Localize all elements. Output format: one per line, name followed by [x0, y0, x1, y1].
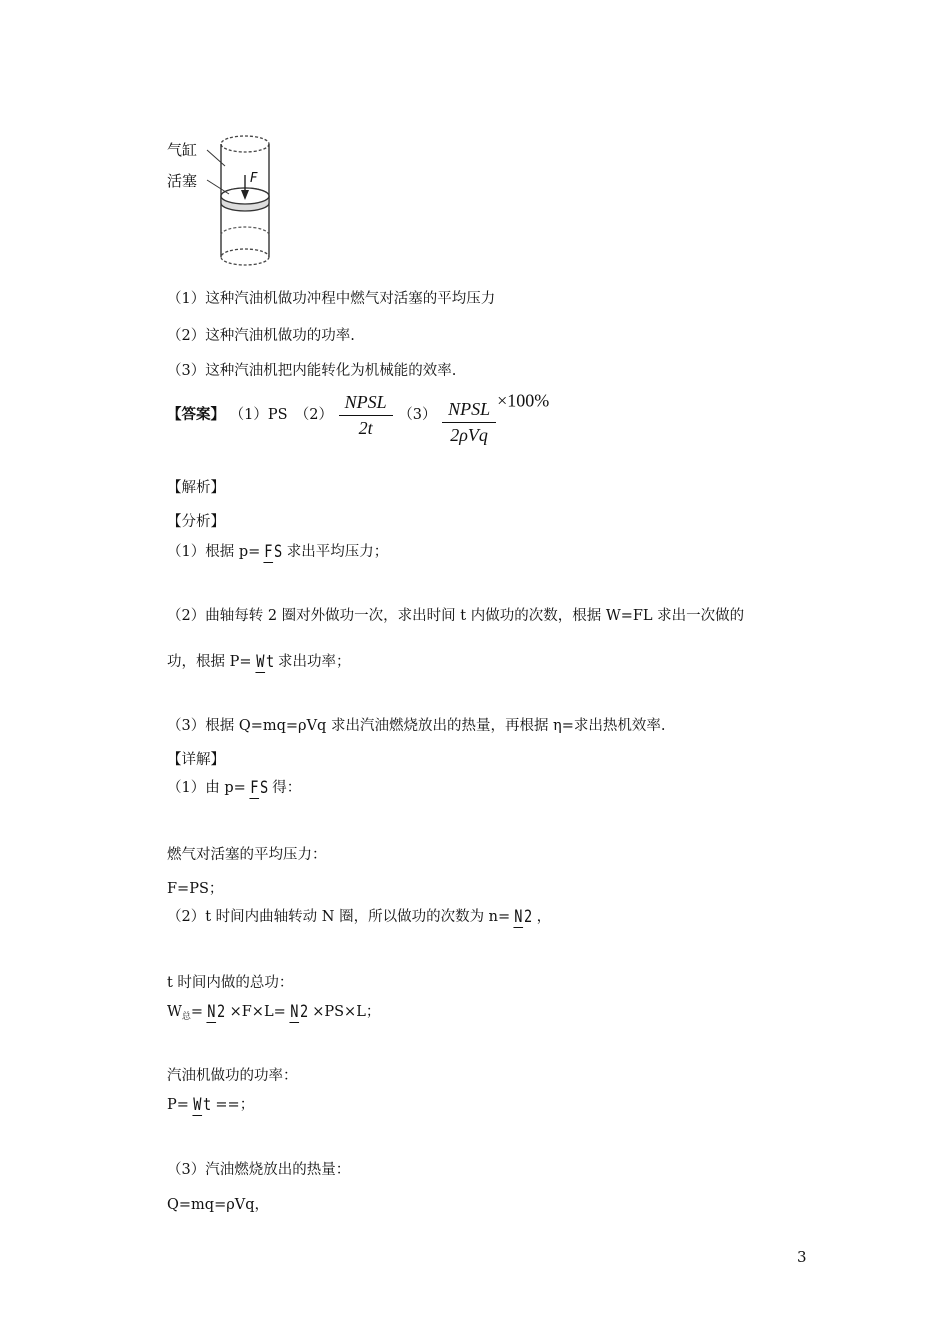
detail-1-post: 得：	[272, 780, 302, 796]
answer-part1: （1）PS （2）	[229, 407, 333, 424]
cylinder-bottom-ellipse	[221, 249, 269, 265]
detail-2d: 汽油机做功的功率：	[167, 1068, 298, 1084]
detail-2e-den: t	[202, 1094, 212, 1115]
analysis-2b	[167, 650, 351, 672]
detail-1-den: S	[259, 777, 269, 798]
analysis-2b-fraction	[255, 652, 275, 673]
detail-2c-num2: N	[289, 1001, 299, 1022]
label-piston: 活塞	[167, 172, 198, 190]
answer-fraction-3	[442, 397, 496, 447]
cylinder-piston-figure	[165, 130, 285, 270]
detail-2-den: 2	[524, 906, 533, 927]
detail-2-pre: （2）t 时间内曲轴转动 N 圈，所以做功的次数为 n=	[167, 909, 511, 925]
analysis-subtitle: 【分析】	[167, 514, 225, 530]
detail-1-pre: （1）由 p=	[167, 780, 246, 796]
analysis-title: 【解析】	[167, 480, 225, 496]
detail-2c-fraction-1	[207, 1002, 227, 1023]
detail-2e-fraction	[192, 1095, 212, 1116]
detail-2e-num: W	[193, 1094, 202, 1115]
detail-2-post: ，	[536, 909, 552, 925]
analysis-2b-pre: 功，根据 P=	[167, 654, 252, 670]
detail-2c-w: W	[167, 1004, 182, 1020]
detail-1b: 燃气对活塞的平均压力：	[167, 847, 327, 863]
label-force: F	[250, 171, 258, 186]
detail-3b: Q=mq=ρVq，	[167, 1197, 269, 1213]
detail-2e-post: ==；	[215, 1097, 255, 1113]
analysis-2b-den: t	[265, 651, 274, 672]
answer-frac2-num: NPSL	[339, 390, 393, 416]
analysis-1-pre: （1）根据 p=	[167, 544, 261, 560]
analysis-2b-num: W	[255, 651, 264, 672]
detail-1	[167, 776, 301, 798]
analysis-1-den: S	[274, 541, 283, 562]
detail-2	[167, 905, 551, 927]
question-3: （3）这种汽油机把内能转化为机械能的效率.	[167, 363, 457, 379]
detail-1c: F=PS；	[167, 881, 224, 897]
detail-1-num: F	[250, 777, 259, 798]
answer-suffix: ×100%	[497, 390, 550, 411]
detail-2-fraction	[514, 907, 534, 928]
page-number: 3	[797, 1248, 807, 1266]
question-2: （2）这种汽油机做功的功率.	[167, 328, 355, 344]
answer-part3: （3）	[398, 407, 437, 424]
analysis-1-fraction	[264, 542, 284, 563]
answer-line	[167, 390, 549, 447]
analysis-2b-post: 求出功率；	[278, 654, 351, 670]
question-1: （1）这种汽油机做功冲程中燃气对活塞的平均压力	[167, 291, 496, 307]
detail-title: 【详解】	[167, 752, 225, 768]
analysis-1-num: F	[264, 541, 273, 562]
detail-2e-pre: P=	[167, 1097, 189, 1113]
analysis-1	[167, 540, 388, 562]
answer-frac3-den: 2ρVq	[450, 424, 488, 445]
analysis-2: （2）曲轴每转 2 圈对外做功一次，求出时间 t 内做功的次数，根据 W=FL 求出一次做的	[167, 608, 745, 624]
detail-2c-num1: N	[207, 1001, 216, 1022]
detail-2-num: N	[514, 906, 523, 927]
answer-frac3-num: NPSL	[442, 397, 496, 423]
detail-2c-eq: =	[190, 1004, 204, 1020]
detail-2e	[167, 1093, 254, 1115]
detail-2c-fraction-2	[289, 1002, 309, 1023]
detail-3: （3）汽油燃烧放出的热量：	[167, 1162, 351, 1178]
cylinder-top-ellipse	[221, 136, 269, 152]
detail-2c	[167, 1000, 380, 1022]
detail-1-fraction	[249, 778, 269, 799]
detail-2c-sub: 总	[181, 1012, 191, 1022]
analysis-3: （3）根据 Q=mq=ρVq 求出汽油燃烧放出的热量，再根据 η=求出热机效率.	[167, 718, 666, 734]
analysis-1-post: 求出平均压力；	[286, 544, 389, 560]
detail-2b: t 时间内做的总功：	[167, 975, 294, 991]
detail-2c-den2: 2	[299, 1001, 308, 1022]
answer-label: 【答案】	[167, 406, 225, 424]
detail-2c-den1: 2	[217, 1001, 226, 1022]
detail-2c-end: ×PS×L；	[312, 1004, 381, 1020]
label-cylinder: 气缸	[167, 141, 198, 159]
answer-frac2-den: 2t	[358, 417, 373, 438]
detail-2c-mid: ×F×L=	[229, 1004, 286, 1020]
answer-fraction-2	[339, 390, 393, 440]
